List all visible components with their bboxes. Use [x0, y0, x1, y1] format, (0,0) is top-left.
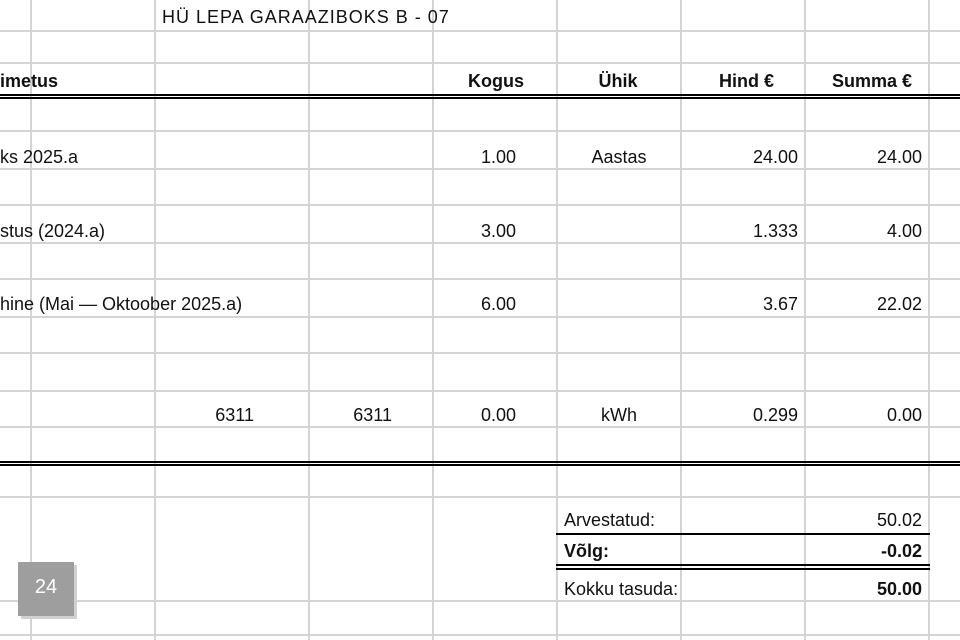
grid-row-line — [0, 168, 960, 170]
grid-row-line — [0, 426, 960, 428]
grid-row-line — [0, 204, 960, 206]
row-3-name: hine (Mai — Oktoober 2025.a) — [0, 294, 243, 314]
grid-row-line — [0, 30, 960, 32]
header-qty: Kogus — [468, 71, 524, 91]
grid-row-line — [0, 634, 960, 636]
totals-border-top — [556, 533, 930, 535]
grid-row-line — [0, 316, 960, 318]
row-3-qty: 6.00 — [480, 294, 516, 314]
table-end-double-border — [0, 461, 960, 466]
row-4-reading-prev: 6311 — [215, 405, 254, 425]
invoice-title: HÜ LEPA GARAAZIBOKS B - 07 — [162, 7, 450, 27]
row-4-qty: 0.00 — [480, 405, 516, 425]
row-1-qty: 1.00 — [480, 147, 516, 167]
total-value: 50.00 — [876, 579, 922, 599]
grid-row-line — [0, 496, 960, 498]
debt-label: Võlg: — [564, 541, 609, 561]
totals-border-mid — [556, 564, 930, 566]
calculated-label: Arvestatud: — [564, 510, 656, 530]
row-2-sum: 4.00 — [886, 221, 922, 241]
header-sum: Summa € — [831, 71, 912, 91]
calculated-value: 50.02 — [876, 510, 922, 530]
grid-row-line — [0, 600, 960, 602]
row-2-name: stus (2024.a) — [0, 221, 106, 241]
header-name: imetus — [0, 71, 59, 91]
row-3-price: 3.67 — [762, 294, 798, 314]
debt-value: -0.02 — [880, 541, 922, 561]
row-1-name: ks 2025.a — [0, 147, 79, 167]
header-double-border — [0, 94, 960, 99]
grid-row-line — [0, 242, 960, 244]
header-unit: Ühik — [598, 71, 638, 91]
row-4-sum: 0.00 — [886, 405, 922, 425]
row-3-sum: 22.02 — [876, 294, 922, 314]
totals-border-mid2 — [556, 568, 930, 570]
row-4-reading-curr: 6311 — [353, 405, 392, 425]
grid-row-line — [0, 278, 960, 280]
grid-row-line — [0, 62, 960, 64]
grid-row-line — [0, 390, 960, 392]
grid-row-line — [0, 130, 960, 132]
page-number-badge: 24 — [18, 562, 74, 616]
row-2-price: 1.333 — [752, 221, 798, 241]
row-1-price: 24.00 — [752, 147, 798, 167]
row-2-qty: 3.00 — [480, 221, 516, 241]
grid-row-line — [0, 352, 960, 354]
row-1-unit: Aastas — [591, 147, 647, 167]
row-4-unit: kWh — [601, 405, 637, 425]
row-1-sum: 24.00 — [876, 147, 922, 167]
row-4-price: 0.299 — [752, 405, 798, 425]
total-label: Kokku tasuda: — [564, 579, 679, 599]
header-price: Hind € — [718, 71, 774, 91]
